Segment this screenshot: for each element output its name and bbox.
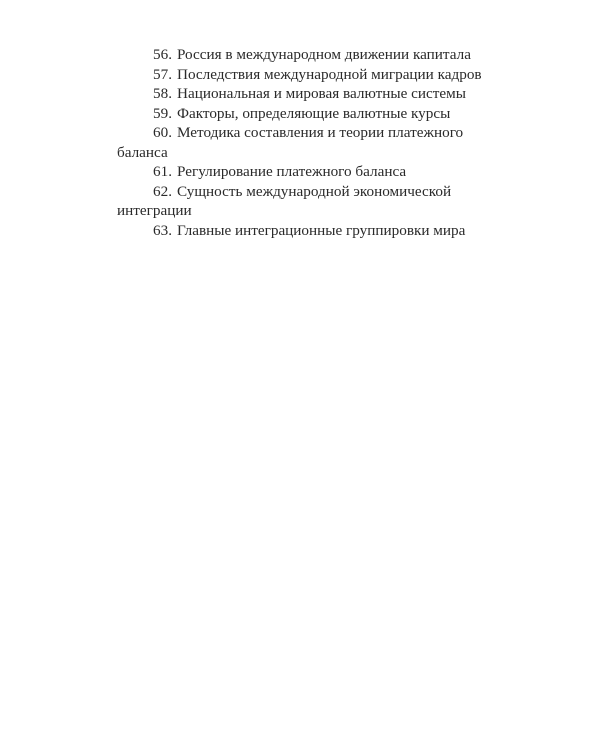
item-number: 57. <box>153 65 172 83</box>
item-text: Регулирование платежного баланса <box>176 163 407 180</box>
topic-list <box>117 45 497 240</box>
list-item <box>117 84 497 104</box>
list-item <box>117 123 497 162</box>
list-item <box>117 104 497 124</box>
list-item <box>117 182 497 221</box>
item-text: Методика составления и теории платежного баланса <box>117 124 464 161</box>
item-number: 56. <box>153 46 172 63</box>
item-text: Национальная и мировая валютные системы <box>176 85 466 102</box>
list-item <box>117 162 497 182</box>
list-item <box>117 221 497 241</box>
item-text: Факторы, определяющие валютные курсы <box>176 104 451 122</box>
item-number: 63. <box>153 221 172 239</box>
item-number: 58. <box>153 85 172 102</box>
list-item <box>117 45 497 65</box>
item-text: Россия в международном движении капитала <box>176 46 471 63</box>
item-text: Последствия международной миграции кадров <box>176 65 482 83</box>
item-number: 61. <box>153 163 172 180</box>
list-item <box>117 65 497 85</box>
item-number: 60. <box>153 124 172 141</box>
item-text: Главные интеграционные группировки мира <box>176 221 466 239</box>
item-number: 62. <box>153 182 172 200</box>
item-text: Сущность международной экономической интеграции <box>117 182 452 219</box>
item-number: 59. <box>153 104 172 122</box>
